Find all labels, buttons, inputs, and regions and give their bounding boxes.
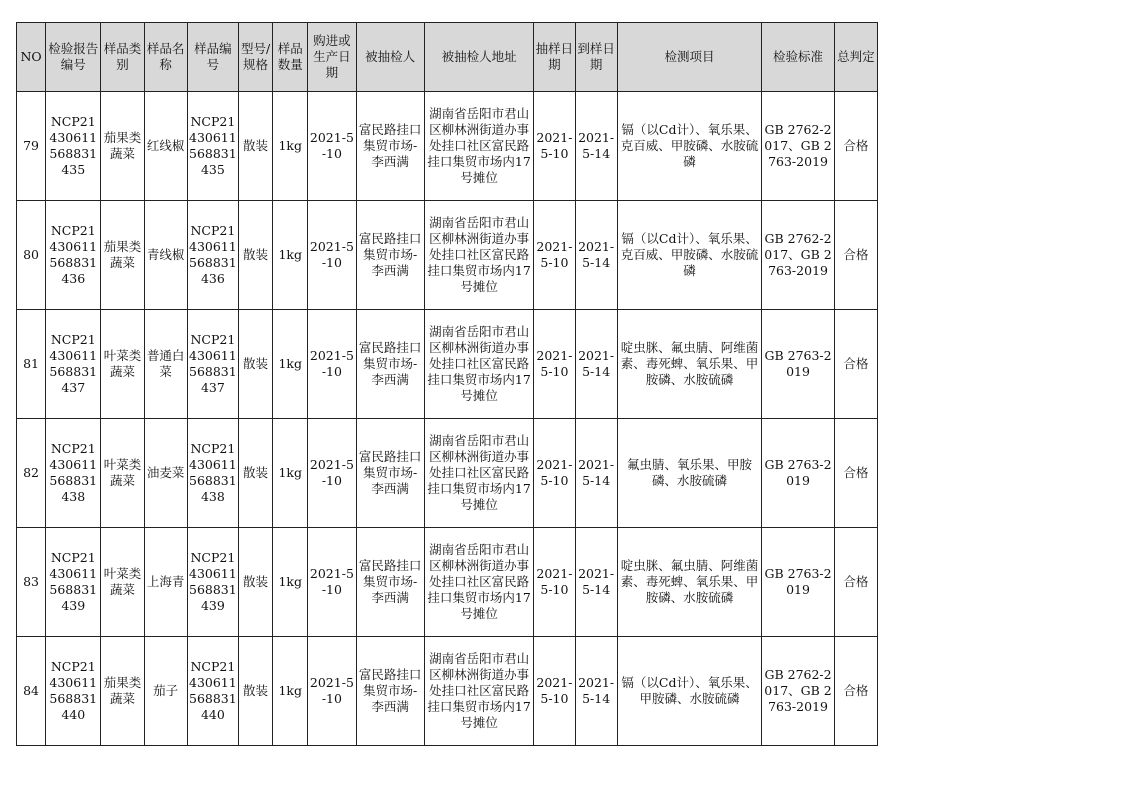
table-body [17, 92, 878, 746]
cell-verdict: 合格 [834, 310, 877, 419]
cell-no: 84 [17, 637, 46, 746]
cell-sampling-date: 2021-5-10 [534, 637, 575, 746]
cell-spec: 散装 [238, 419, 272, 528]
cell-qty: 1kg [273, 92, 308, 201]
cell-spec: 散装 [238, 310, 272, 419]
cell-report-no: NCP21430611568831436 [46, 201, 101, 310]
cell-category: 茄果类蔬菜 [101, 637, 144, 746]
cell-sampling-date: 2021-5-10 [534, 201, 575, 310]
cell-report-no: NCP21430611568831435 [46, 92, 101, 201]
cell-items: 啶虫脒、氟虫腈、阿维菌素、毒死蜱、氧乐果、甲胺磷、水胺硫磷 [617, 310, 762, 419]
cell-purchase-date: 2021-5-10 [308, 92, 356, 201]
cell-spec: 散装 [238, 201, 272, 310]
header-purchase-date: 购进或生产日期 [308, 23, 356, 92]
cell-sample-no: NCP21430611568831439 [187, 528, 238, 637]
cell-purchase-date: 2021-5-10 [308, 528, 356, 637]
cell-standard: GB 2763-2019 [762, 310, 834, 419]
cell-standard: GB 2762-2017、GB 2763-2019 [762, 92, 834, 201]
cell-verdict: 合格 [834, 201, 877, 310]
cell-inspectee: 富民路挂口集贸市场-李西满 [356, 201, 424, 310]
table-row [17, 92, 878, 201]
cell-report-no: NCP21430611568831438 [46, 419, 101, 528]
table-row [17, 201, 878, 310]
cell-address: 湖南省岳阳市君山区柳林洲街道办事处挂口社区富民路挂口集贸市场内17号摊位 [424, 92, 534, 201]
table-row [17, 528, 878, 637]
cell-sampling-date: 2021-5-10 [534, 310, 575, 419]
cell-arrival-date: 2021-5-14 [575, 528, 617, 637]
cell-sample-no: NCP21430611568831438 [187, 419, 238, 528]
header-address: 被抽检人地址 [424, 23, 534, 92]
cell-category: 茄果类蔬菜 [101, 92, 144, 201]
header-report-no: 检验报告编号 [46, 23, 101, 92]
header-category: 样品类别 [101, 23, 144, 92]
header-sampling-date: 抽样日期 [534, 23, 575, 92]
cell-category: 叶菜类蔬菜 [101, 310, 144, 419]
cell-inspectee: 富民路挂口集贸市场-李西满 [356, 528, 424, 637]
header-name: 样品名称 [144, 23, 187, 92]
header-no: NO [17, 23, 46, 92]
cell-purchase-date: 2021-5-10 [308, 310, 356, 419]
cell-sampling-date: 2021-5-10 [534, 419, 575, 528]
cell-name: 青线椒 [144, 201, 187, 310]
cell-spec: 散装 [238, 92, 272, 201]
cell-qty: 1kg [273, 201, 308, 310]
table-row [17, 419, 878, 528]
cell-address: 湖南省岳阳市君山区柳林洲街道办事处挂口社区富民路挂口集贸市场内17号摊位 [424, 419, 534, 528]
cell-standard: GB 2763-2019 [762, 419, 834, 528]
cell-report-no: NCP21430611568831440 [46, 637, 101, 746]
cell-sample-no: NCP21430611568831435 [187, 92, 238, 201]
header-arrival-date: 到样日期 [575, 23, 617, 92]
cell-name: 普通白菜 [144, 310, 187, 419]
header-standard: 检验标准 [762, 23, 834, 92]
header-sample-no: 样品编号 [187, 23, 238, 92]
cell-address: 湖南省岳阳市君山区柳林洲街道办事处挂口社区富民路挂口集贸市场内17号摊位 [424, 201, 534, 310]
cell-no: 80 [17, 201, 46, 310]
cell-name: 红线椒 [144, 92, 187, 201]
cell-address: 湖南省岳阳市君山区柳林洲街道办事处挂口社区富民路挂口集贸市场内17号摊位 [424, 528, 534, 637]
cell-address: 湖南省岳阳市君山区柳林洲街道办事处挂口社区富民路挂口集贸市场内17号摊位 [424, 310, 534, 419]
cell-inspectee: 富民路挂口集贸市场-李西满 [356, 310, 424, 419]
header-row [17, 23, 878, 92]
cell-verdict: 合格 [834, 528, 877, 637]
cell-no: 83 [17, 528, 46, 637]
table-row [17, 310, 878, 419]
cell-report-no: NCP21430611568831439 [46, 528, 101, 637]
cell-sampling-date: 2021-5-10 [534, 92, 575, 201]
cell-verdict: 合格 [834, 92, 877, 201]
cell-items: 镉（以Cd计）、氧乐果、克百威、甲胺磷、水胺硫磷 [617, 92, 762, 201]
cell-no: 82 [17, 419, 46, 528]
cell-items: 镉（以Cd计）、氧乐果、克百威、甲胺磷、水胺硫磷 [617, 201, 762, 310]
cell-items: 氟虫腈、氧乐果、甲胺磷、水胺硫磷 [617, 419, 762, 528]
header-inspectee: 被抽检人 [356, 23, 424, 92]
cell-standard: GB 2762-2017、GB 2763-2019 [762, 201, 834, 310]
cell-purchase-date: 2021-5-10 [308, 201, 356, 310]
header-items: 检测项目 [617, 23, 762, 92]
cell-inspectee: 富民路挂口集贸市场-李西满 [356, 419, 424, 528]
header-verdict: 总判定 [834, 23, 877, 92]
cell-spec: 散装 [238, 637, 272, 746]
cell-arrival-date: 2021-5-14 [575, 310, 617, 419]
inspection-table [16, 22, 878, 746]
cell-qty: 1kg [273, 310, 308, 419]
cell-items: 啶虫脒、氟虫腈、阿维菌素、毒死蜱、氧乐果、甲胺磷、水胺硫磷 [617, 528, 762, 637]
cell-verdict: 合格 [834, 419, 877, 528]
cell-name: 茄子 [144, 637, 187, 746]
cell-address: 湖南省岳阳市君山区柳林洲街道办事处挂口社区富民路挂口集贸市场内17号摊位 [424, 637, 534, 746]
cell-no: 81 [17, 310, 46, 419]
cell-purchase-date: 2021-5-10 [308, 637, 356, 746]
cell-arrival-date: 2021-5-14 [575, 637, 617, 746]
cell-arrival-date: 2021-5-14 [575, 201, 617, 310]
cell-name: 油麦菜 [144, 419, 187, 528]
cell-standard: GB 2763-2019 [762, 528, 834, 637]
cell-verdict: 合格 [834, 637, 877, 746]
cell-qty: 1kg [273, 419, 308, 528]
cell-name: 上海青 [144, 528, 187, 637]
cell-purchase-date: 2021-5-10 [308, 419, 356, 528]
cell-sample-no: NCP21430611568831436 [187, 201, 238, 310]
table-row [17, 637, 878, 746]
cell-category: 茄果类蔬菜 [101, 201, 144, 310]
cell-category: 叶菜类蔬菜 [101, 528, 144, 637]
cell-sample-no: NCP21430611568831437 [187, 310, 238, 419]
cell-qty: 1kg [273, 637, 308, 746]
cell-arrival-date: 2021-5-14 [575, 419, 617, 528]
cell-qty: 1kg [273, 528, 308, 637]
cell-category: 叶菜类蔬菜 [101, 419, 144, 528]
cell-standard: GB 2762-2017、GB 2763-2019 [762, 637, 834, 746]
header-spec: 型号/规格 [238, 23, 272, 92]
cell-inspectee: 富民路挂口集贸市场-李西满 [356, 637, 424, 746]
cell-items: 镉（以Cd计）、氧乐果、甲胺磷、水胺硫磷 [617, 637, 762, 746]
header-qty: 样品数量 [273, 23, 308, 92]
cell-inspectee: 富民路挂口集贸市场-李西满 [356, 92, 424, 201]
cell-spec: 散装 [238, 528, 272, 637]
cell-no: 79 [17, 92, 46, 201]
cell-arrival-date: 2021-5-14 [575, 92, 617, 201]
cell-report-no: NCP21430611568831437 [46, 310, 101, 419]
cell-sample-no: NCP21430611568831440 [187, 637, 238, 746]
cell-sampling-date: 2021-5-10 [534, 528, 575, 637]
